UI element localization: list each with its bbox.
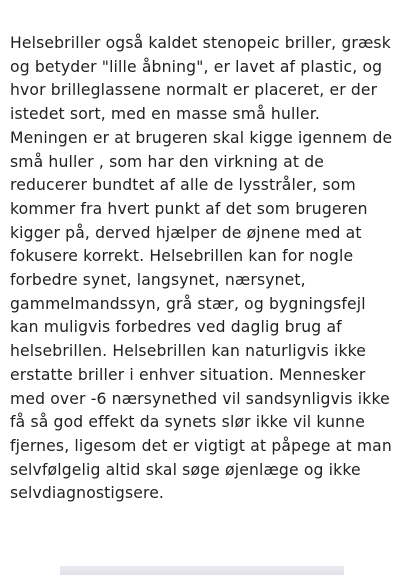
article-image (60, 566, 344, 575)
paragraph-line: fjernes, ligesom det er vigtigt at påpege at man (10, 436, 392, 455)
paragraph-line: helsebrillen. Helsebrillen kan naturligvis ikke (10, 342, 367, 361)
paragraph-line: kan muligvis forbedres ved daglig brug af (10, 318, 342, 337)
paragraph-line: hvor brilleglassene normalt er placeret, er der (10, 81, 378, 100)
paragraph-line: selvdiagnostigsere. (10, 484, 165, 503)
paragraph-line: Helsebriller også kaldet stenopeic briller, græsk (10, 34, 391, 52)
paragraph-line: fokusere korrekt. Helsebrillen kan for nogle (10, 247, 354, 266)
paragraph-line: Meningen er at brugeren skal kigge igennem de (10, 128, 393, 147)
paragraph-line: kommer fra hvert punkt af det som brugeren (10, 199, 368, 218)
paragraph-line: erstatte briller i enhver situation. Mennesker (10, 365, 366, 384)
paragraph-line: kigger på, derved hjælper de øjnene med at (10, 223, 362, 242)
article-paragraph (10, 32, 402, 506)
paragraph-line: gammelmandssyn, grå stær, og bygningsfejl (10, 294, 366, 313)
paragraph-line: få så god effekt da synets slør ikke vil kunne (10, 413, 365, 432)
paragraph-line: og betyder "lille åbning", er lavet af plastic, og (10, 57, 383, 76)
paragraph-line: selvfølgelig altid skal søge øjenlæge og ikke (10, 460, 361, 479)
paragraph-line: istedet sort, med en masse små huller. (10, 105, 320, 124)
paragraph-line: med over -6 nærsynethed vil sandsynligvis ikke (10, 389, 390, 408)
paragraph-line: forbedre synet, langsynet, nærsynet, (10, 271, 306, 290)
paragraph-line: små huller , som har den virkning at de (10, 152, 325, 171)
paragraph-line: reducerer bundtet af alle de lysstråler, som (10, 176, 356, 195)
